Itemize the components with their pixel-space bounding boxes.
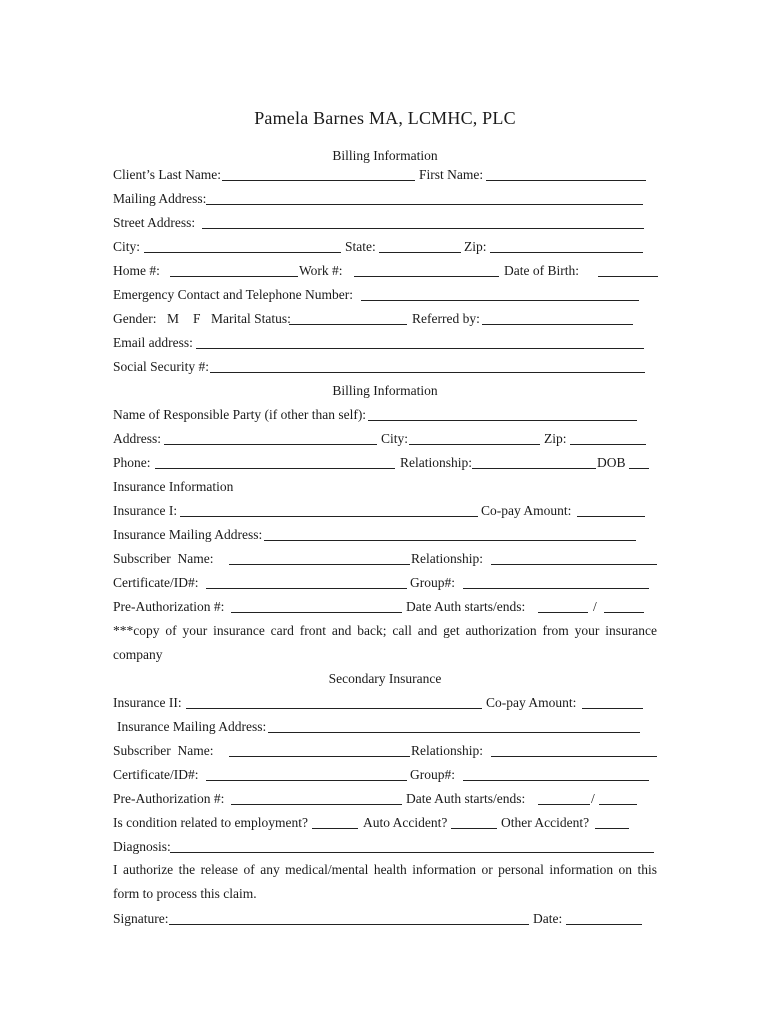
responsible-zip-label: Zip: [544,431,567,446]
insurance-1-mailing-field[interactable] [264,527,636,541]
responsible-party-field[interactable] [368,407,637,421]
email-label: Email address: [113,335,193,350]
subscriber-2-relationship-field[interactable] [491,743,657,757]
state-field[interactable] [379,239,461,253]
group-1-label: Group#: [410,575,455,590]
date-auth-2-slash: / [591,791,595,806]
auto-accident-label: Auto Accident? [363,815,448,830]
date-label: Date: [533,911,563,926]
responsible-phone-field[interactable] [155,455,395,469]
auto-accident-field[interactable] [451,815,497,829]
subscriber-1-field[interactable] [229,551,410,565]
home-phone-field[interactable] [170,263,298,277]
referred-by-field[interactable] [482,311,633,325]
employment-field[interactable] [312,815,358,829]
date-auth-2-start-field[interactable] [538,791,590,805]
certificate-1-label: Certificate/ID#: [113,575,199,590]
secondary-insurance-heading: Secondary Insurance [328,671,442,686]
date-of-birth-label: Date of Birth: [504,263,579,278]
responsible-party-label: Name of Responsible Party (if other than self): [113,407,367,422]
insurance-2-mailing-label: Insurance Mailing Address: [117,719,267,734]
referred-by-label: Referred by: [412,311,480,326]
date-auth-1-label: Date Auth starts/ends: [406,599,526,614]
other-accident-field[interactable] [595,815,629,829]
responsible-city-label: City: [381,431,409,446]
preauth-1-label: Pre-Authorization #: [113,599,225,614]
zip-label: Zip: [464,239,487,254]
client-last-name-label: Client’s Last Name: [113,167,221,182]
gender-female-option[interactable]: F [193,311,201,326]
subscriber-1-label: Subscriber Name: [113,551,214,566]
gender-label: Gender: [113,311,157,326]
diagnosis-label: Diagnosis: [113,839,171,854]
responsible-relationship-field[interactable] [472,455,596,469]
responsible-dob-field[interactable] [629,455,649,469]
insurance-1-label: Insurance I: [113,503,178,518]
gender-male-option[interactable]: M [167,311,180,326]
responsible-dob-label: DOB [597,455,626,470]
date-auth-1-slash: / [593,599,597,614]
date-auth-2-end-field[interactable] [599,791,637,805]
emergency-contact-field[interactable] [361,287,639,301]
insurance-2-field[interactable] [186,695,482,709]
subscriber-1-relationship-label: Relationship: [411,551,483,566]
billing-info-heading: Billing Information [332,148,438,163]
other-accident-label: Other Accident? [501,815,590,830]
insurance-2-label: Insurance II: [113,695,182,710]
city-field[interactable] [144,239,341,253]
responsible-address-label: Address: [113,431,161,446]
billing-info-heading-2: Billing Information [332,383,438,398]
mailing-address-field[interactable] [206,191,643,205]
work-phone-label: Work #: [299,263,343,278]
first-name-field[interactable] [486,167,646,181]
date-auth-2-label: Date Auth starts/ends: [406,791,526,806]
group-1-field[interactable] [463,575,649,589]
copay-1-field[interactable] [577,503,645,517]
street-address-field[interactable] [202,215,644,229]
client-last-name-field[interactable] [222,167,415,181]
subscriber-2-field[interactable] [229,743,410,757]
marital-status-label: Marital Status: [211,311,291,326]
marital-status-field[interactable] [289,311,407,325]
work-phone-field[interactable] [354,263,499,277]
copay-2-label: Co-pay Amount: [486,695,577,710]
preauth-2-label: Pre-Authorization #: [113,791,225,806]
insurance-card-note: ***copy of your insurance card front and back; call and get authorization from your insurance company [113,623,657,662]
copay-1-label: Co-pay Amount: [481,503,572,518]
preauth-2-field[interactable] [231,791,402,805]
first-name-label: First Name: [419,167,484,182]
mailing-address-label: Mailing Address: [113,191,207,206]
responsible-city-field[interactable] [409,431,540,445]
date-field[interactable] [566,911,642,925]
street-address-label: Street Address: [113,215,196,230]
employment-label: Is condition related to employment? [113,815,308,830]
insurance-1-mailing-label: Insurance Mailing Address: [113,527,263,542]
ssn-label: Social Security #: [113,359,209,374]
state-label: State: [345,239,376,254]
practice-title: Pamela Barnes MA, LCMHC, PLC [254,108,516,128]
responsible-phone-label: Phone: [113,455,151,470]
insurance-info-heading: Insurance Information [113,479,234,494]
responsible-relationship-label: Relationship: [400,455,472,470]
city-label: City: [113,239,141,254]
insurance-1-field[interactable] [180,503,478,517]
home-phone-label: Home #: [113,263,160,278]
signature-label: Signature: [113,911,169,926]
certificate-2-field[interactable] [206,767,407,781]
group-2-label: Group#: [410,767,455,782]
emergency-contact-label: Emergency Contact and Telephone Number: [113,287,353,302]
subscriber-2-label: Subscriber Name: [113,743,214,758]
subscriber-1-relationship-field[interactable] [491,551,657,565]
certificate-1-field[interactable] [206,575,407,589]
responsible-zip-field[interactable] [570,431,646,445]
authorization-statement: I authorize the release of any medical/mental health information or personal information on this form to process this claim. [113,862,657,901]
zip-field[interactable] [490,239,643,253]
insurance-2-mailing-field[interactable] [268,719,640,733]
certificate-2-label: Certificate/ID#: [113,767,199,782]
diagnosis-field[interactable] [170,839,654,853]
group-2-field[interactable] [463,767,649,781]
responsible-address-field[interactable] [164,431,377,445]
copay-2-field[interactable] [582,695,643,709]
date-auth-1-end-field[interactable] [604,599,644,613]
signature-field[interactable] [169,911,529,925]
ssn-field[interactable] [210,359,645,373]
email-field[interactable] [196,335,644,349]
subscriber-2-relationship-label: Relationship: [411,743,483,758]
preauth-1-field[interactable] [231,599,402,613]
date-auth-1-start-field[interactable] [538,599,588,613]
date-of-birth-field[interactable] [598,263,658,277]
